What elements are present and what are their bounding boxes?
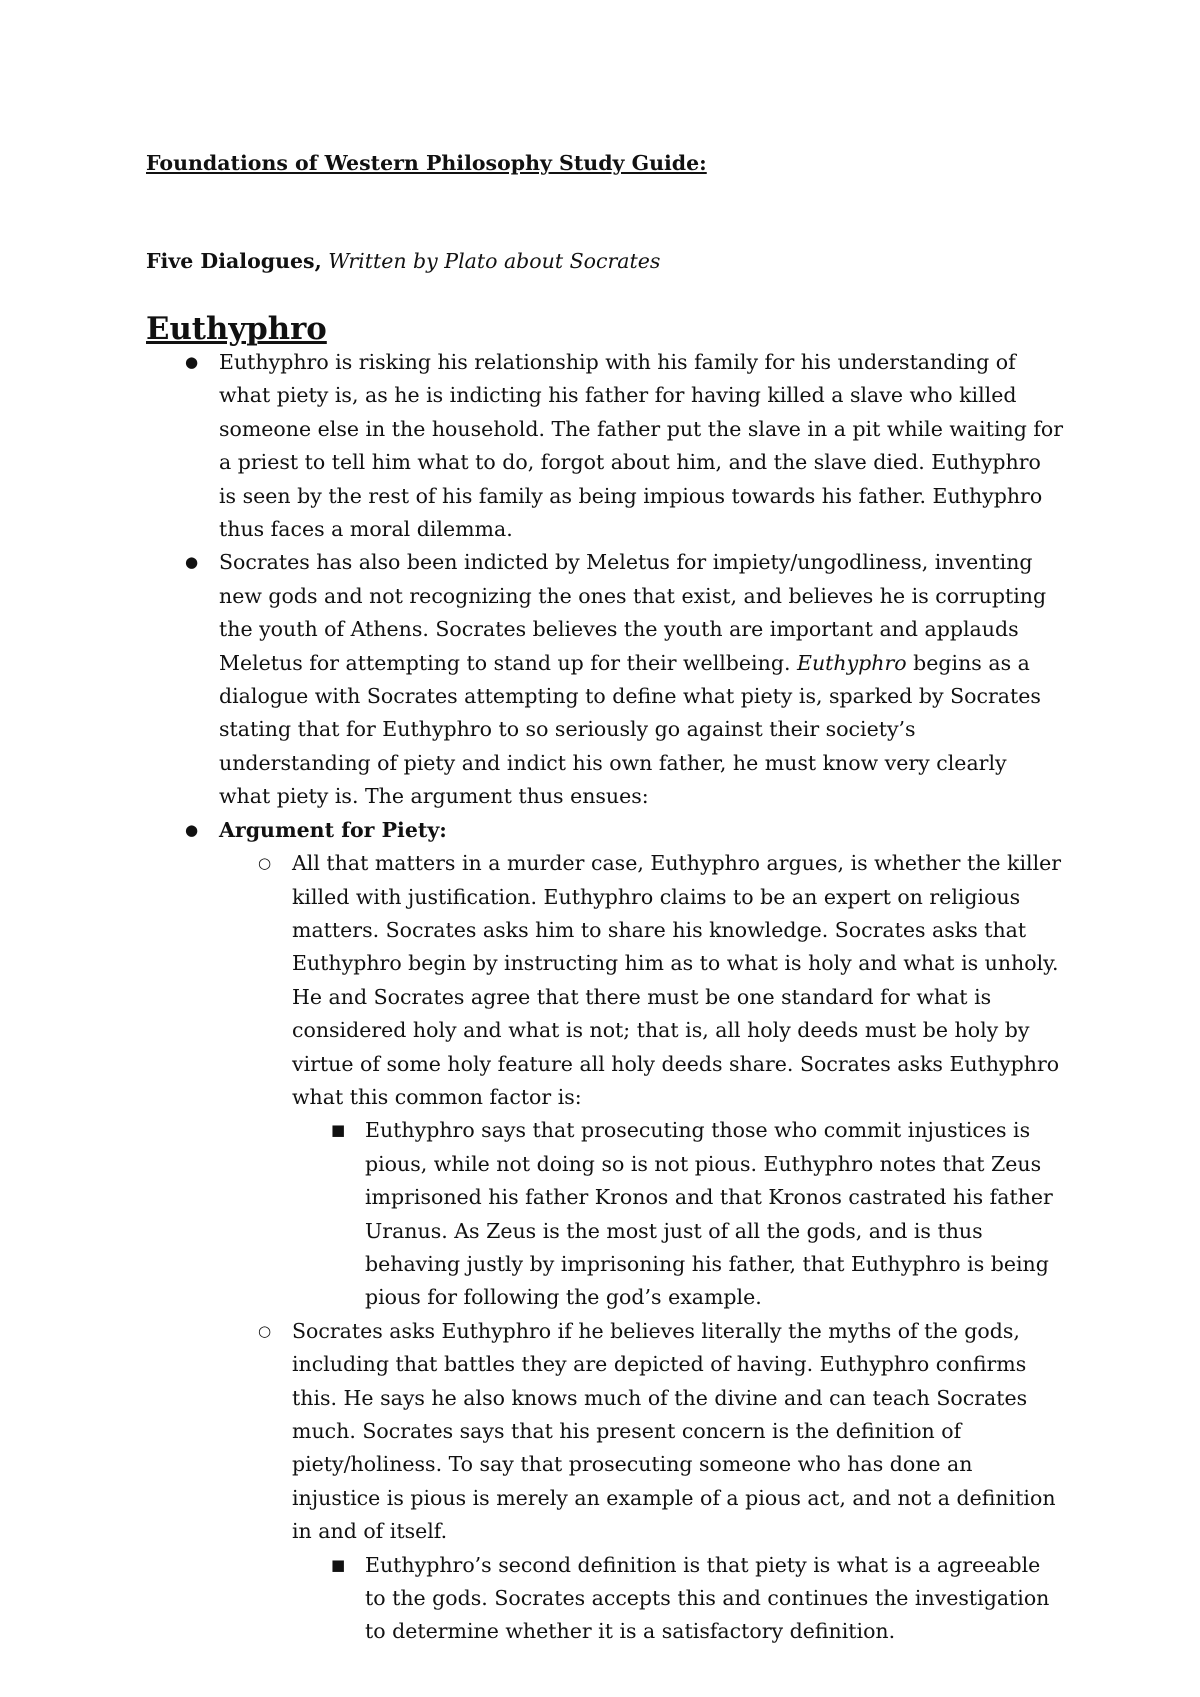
section-heading-euthyphro: Euthyphro: [146, 311, 327, 347]
bullet-text: Socrates has also been indicted by Meletus for impiety/ungodliness, inventing new gods and not recognizing the ones that exist, and believes he is corrupting the youth of Athens. Socrates believes the youth are important and applauds Meletus for attempting to stand up for their wellbeing.: [219, 550, 1047, 675]
hollow-circle-bullet-icon: ○: [258, 854, 272, 873]
bullet-item: [0, 346, 1064, 546]
bullet-list-level-1: [0, 346, 1200, 1649]
sub-sub-bullet-text: Euthyphro’s second definition is that piety is what is a agreeable to the gods. Socrates accepts this and continues the investigation to determine whether it is a satisfactory definition.: [365, 1552, 1050, 1644]
sub-sub-bullet-item: [0, 1114, 1064, 1314]
bullet-text-italic: Euthyphro: [796, 650, 907, 675]
bullet-text: begins as a dialogue with Socrates attempting to define what piety is, sparked by Socrates stating that for Euthyphro to so seriously go against their society’s understanding of piety and indict his own father, he must know very clearly what piety is. The argument thus ensues:: [219, 650, 1041, 809]
bullet-label: Argument for Piety:: [219, 817, 447, 842]
sub-sub-bullet-text: Euthyphro says that prosecuting those who commit injustices is pious, while not doing so is not pious. Euthyphro notes that Zeus imprisoned his father Kronos and that Kronos castrated his father Uranus. As Zeus is the most just of all the gods, and is thus behaving justly by imprisoning his father, that Euthyphro is being pious for following the god’s example.: [365, 1118, 1053, 1310]
sub-sub-bullet-item: [0, 1549, 1064, 1649]
book-name: Five Dialogues,: [146, 249, 322, 273]
bullet-item: [0, 546, 1064, 813]
filled-bullet-icon: ●: [185, 353, 199, 371]
book-title-line: [146, 245, 660, 278]
hollow-circle-bullet-icon: ○: [258, 1321, 272, 1340]
sub-bullet-text: All that matters in a murder case, Euthyphro argues, is whether the killer killed with justification. Euthyphro claims to be an expert on religious matters. Socrates asks him to share his knowledge. Socrates asks that Euthyphro begin by instructing him as to what is holy and what is unholy. He and Socrates agree that there must be one standard for what is considered holy and what is not; that is, all holy deeds must be holy by virtue of some holy feature all holy deeds share. Socrates asks Euthyphro what this common factor is:: [292, 851, 1062, 1109]
filled-bullet-icon: ●: [185, 820, 199, 839]
sub-bullet-item: [0, 847, 1064, 1114]
bullet-text: Euthyphro is risking his relationship with his family for his understanding of what piety is, as he is indicting his father for having killed a slave who killed someone else in the household. The father put the slave in a pit while waiting for a priest to tell him what to do, forgot about him, and the slave died. Euthyphro is seen by the rest of his family as being impious towards his father. Euthyphro thus faces a moral dilemma.: [219, 350, 1064, 542]
document-title: Foundations of Western Philosophy Study Guide:: [146, 151, 707, 175]
square-bullet-icon: ■: [331, 1555, 346, 1574]
filled-bullet-icon: ●: [185, 553, 199, 572]
outline-list: [0, 346, 1200, 1649]
square-bullet-icon: ■: [331, 1121, 346, 1140]
sub-bullet-text: Socrates asks Euthyphro if he believes literally the myths of the gods, including that battles they are depicted of having. Euthyphro confirms this. He says he also knows much of the divine and can teach Socrates much. Socrates says that his present concern is the definition of piety/holiness. To say that prosecuting someone who has done an injustice is pious is merely an example of a pious act, and not a definition in and of itself.: [292, 1318, 1056, 1544]
sub-bullet-item: [0, 1315, 1064, 1549]
book-subtitle: Written by Plato about Socrates: [321, 249, 661, 273]
bullet-item-argument: [0, 814, 1064, 847]
